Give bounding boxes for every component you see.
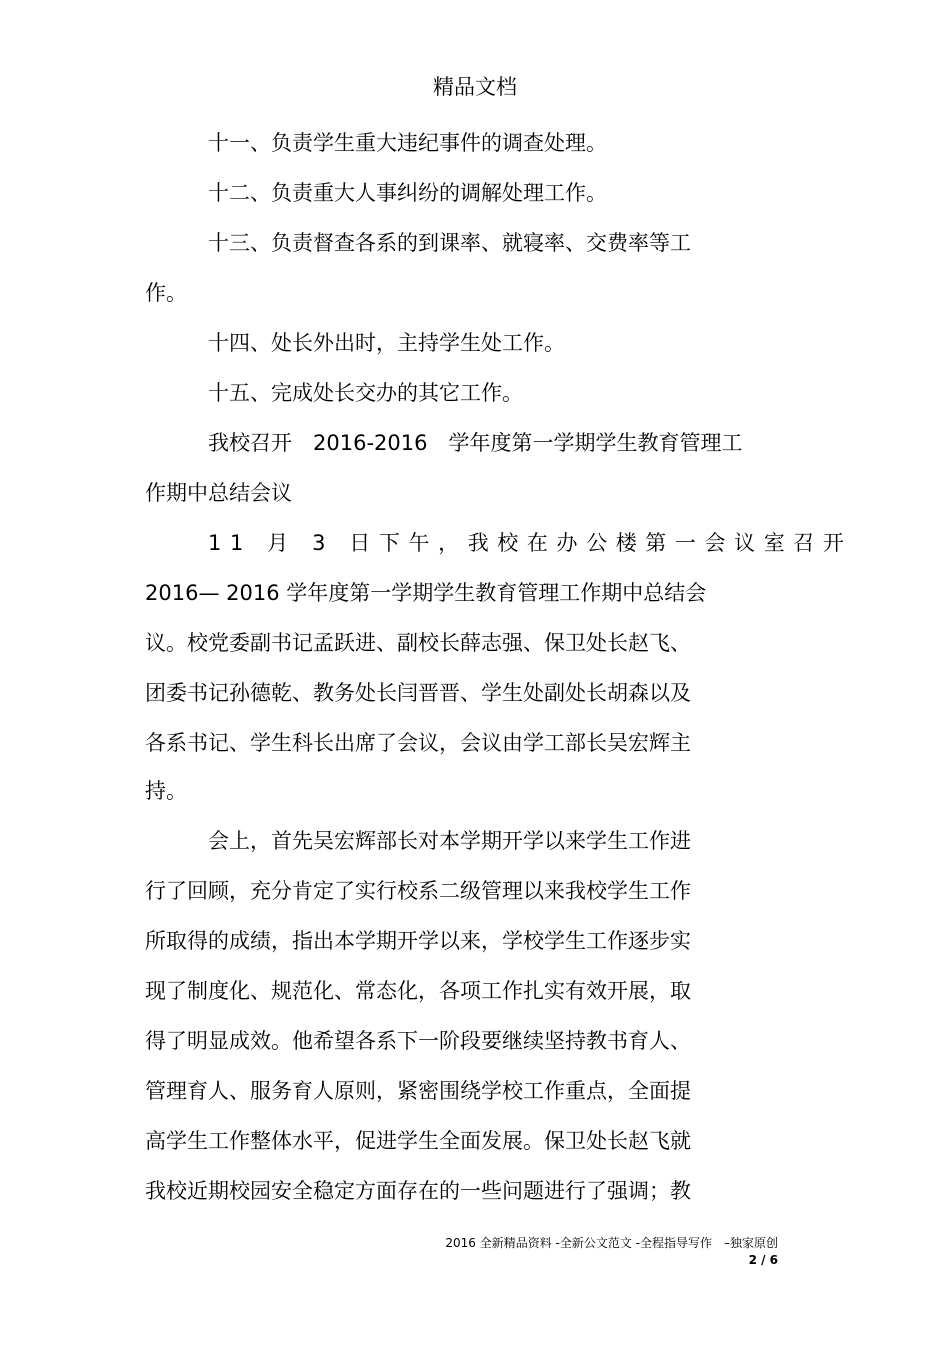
text-line: 持。 [145, 779, 187, 803]
text-line: 十三、负责督查各系的到课率、就寝率、交费率等工 [208, 231, 691, 255]
section-heading-line: 作期中总结会议 [145, 481, 292, 505]
text-line: 会上，首先吴宏辉部长对本学期开学以来学生工作进 [208, 829, 691, 853]
text-line: 十五、完成处长交办的其它工作。 [208, 381, 523, 405]
page-number: 2 / 6 [748, 1253, 778, 1267]
text-line: 十二、负责重大人事纠纷的调解处理工作。 [208, 181, 607, 205]
text-line: 所取得的成绩，指出本学期开学以来，学校学生工作逐步实 [145, 929, 691, 953]
text-line: 我校近期校园安全稳定方面存在的一些问题进行了强调；教 [145, 1179, 691, 1203]
text-line: 十一、负责学生重大违纪事件的调查处理。 [208, 131, 607, 155]
text-line: 议。校党委副书记孟跃进、副校长薛志强、保卫处长赵飞、 [145, 631, 691, 655]
text-line: 11 月 3 日下午，我校在办公楼第一会议室召开 [208, 531, 853, 555]
text-line: 团委书记孙德乾、教务处长闫晋晋、学生处副处长胡森以及 [145, 681, 691, 705]
page-header-title: 精品文档 [433, 75, 517, 99]
text-line: 管理育人、服务育人原则，紧密围绕学校工作重点，全面提 [145, 1079, 691, 1103]
text-line: 2016— 2016 学年度第一学期学生教育管理工作期中总结会 [145, 581, 707, 605]
page-footer-text: 2016 全新精品资料 -全新公文范文 -全程指导写作 –独家原创 [445, 1236, 778, 1250]
text-line: 高学生工作整体水平，促进学生全面发展。保卫处长赵飞就 [145, 1129, 691, 1153]
text-line: 各系书记、学生科长出席了会议，会议由学工部长吴宏辉主 [145, 731, 691, 755]
text-line: 十四、处长外出时，主持学生处工作。 [208, 331, 565, 355]
text-line: 作。 [145, 281, 187, 305]
text-line: 得了明显成效。他希望各系下一阶段要继续坚持教书育人、 [145, 1029, 691, 1053]
text-line: 行了回顾，充分肯定了实行校系二级管理以来我校学生工作 [145, 879, 691, 903]
text-line: 现了制度化、规范化、常态化，各项工作扎实有效开展，取 [145, 979, 691, 1003]
section-heading-line: 我校召开 2016-2016 学年度第一学期学生教育管理工 [208, 431, 743, 455]
